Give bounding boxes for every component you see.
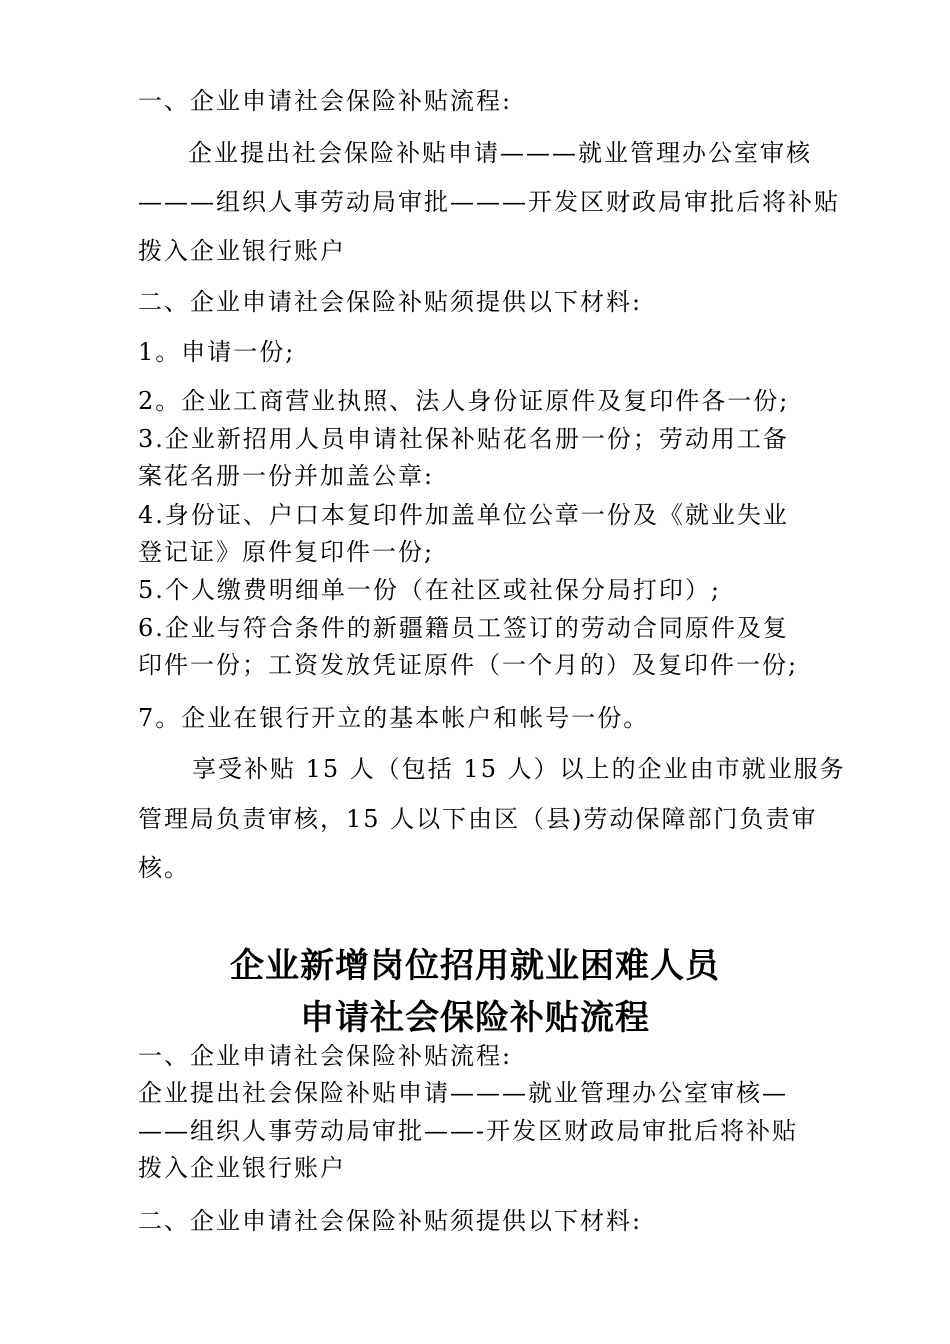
process-heading: 一、企业申请社会保险补贴流程: bbox=[138, 1042, 513, 1070]
note-line: 核。 bbox=[138, 854, 190, 882]
section-title: 企业新增岗位招用就业困难人员 bbox=[230, 946, 720, 986]
note-line: 享受补贴 15 人（包括 15 人）以上的企业由市就业服务 bbox=[192, 755, 846, 783]
material-item: 5.个人缴费明细单一份（在社区或社保分局打印）; bbox=[138, 576, 721, 604]
section-title: 申请社会保险补贴流程 bbox=[300, 998, 650, 1038]
process-line: 拨入企业银行账户 bbox=[138, 1154, 346, 1182]
process-line: ——组织人事劳动局审批——-开发区财政局审批后将补贴 bbox=[138, 1117, 799, 1145]
material-item: 案花名册一份并加盖公章: bbox=[138, 462, 435, 490]
material-item: 2。企业工商营业执照、法人身份证原件及复印件各一份; bbox=[138, 387, 790, 415]
note-line: 管理局负责审核，15 人以下由区（县)劳动保障部门负责审 bbox=[138, 805, 818, 833]
process-line: ———组织人事劳动局审批———开发区财政局审批后将补贴 bbox=[138, 188, 840, 216]
material-item: 6.企业与符合条件的新疆籍员工签订的劳动合同原件及复 bbox=[138, 614, 789, 642]
material-item: 4.身份证、户口本复印件加盖单位公章一份及《就业失业 bbox=[138, 501, 789, 529]
process-line: 拨入企业银行账户 bbox=[138, 237, 346, 265]
material-item: 印件一份；工资发放凭证原件（一个月的）及复印件一份; bbox=[138, 651, 799, 679]
material-item: 登记证》原件复印件一份; bbox=[138, 538, 435, 566]
material-item: 1。申请一份; bbox=[138, 338, 296, 366]
process-heading: 一、企业申请社会保险补贴流程: bbox=[138, 87, 513, 115]
material-item: 7。企业在银行开立的基本帐户和帐号一份。 bbox=[138, 704, 650, 732]
materials-heading: 二、企业申请社会保险补贴须提供以下材料: bbox=[138, 288, 643, 316]
process-line: 企业提出社会保险补贴申请———就业管理办公室审核— bbox=[138, 1079, 788, 1107]
process-line: 企业提出社会保险补贴申请———就业管理办公室审核 bbox=[188, 139, 812, 167]
material-item: 3.企业新招用人员申请社保补贴花名册一份；劳动用工备 bbox=[138, 425, 789, 453]
materials-heading: 二、企业申请社会保险补贴须提供以下材料: bbox=[138, 1207, 643, 1235]
